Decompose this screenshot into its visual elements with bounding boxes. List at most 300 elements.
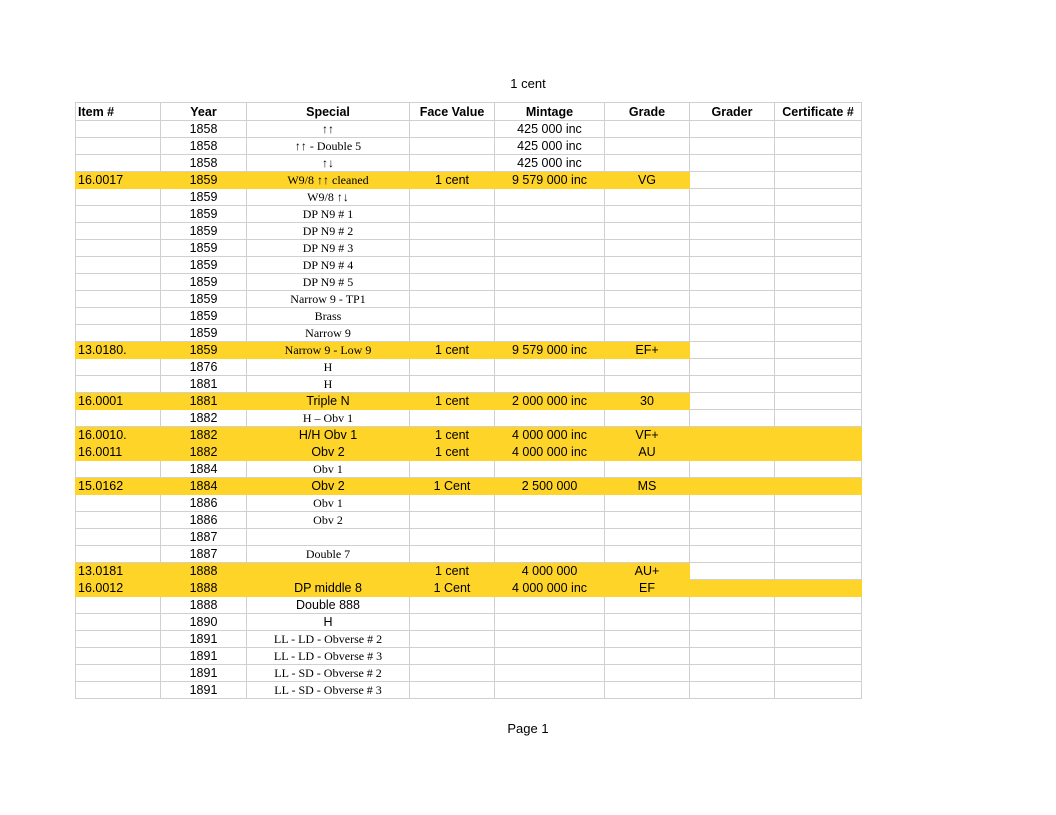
cell-year: 1891	[161, 682, 247, 699]
cell-grade	[605, 308, 690, 325]
cell-special: Obv 1	[247, 495, 410, 512]
cell-mintage	[495, 359, 605, 376]
cell-grader	[690, 206, 775, 223]
cell-year: 1888	[161, 563, 247, 580]
cell-face-value	[410, 410, 495, 427]
cell-item	[76, 410, 161, 427]
table-row	[76, 597, 862, 614]
cell-certificate	[775, 563, 862, 580]
table-row	[76, 172, 862, 189]
cell-mintage	[495, 308, 605, 325]
cell-year: 1859	[161, 172, 247, 189]
page-number: Page 1	[507, 721, 549, 736]
cell-certificate	[775, 376, 862, 393]
cell-special: Obv 1	[247, 461, 410, 478]
cell-certificate	[775, 478, 862, 495]
cell-grader	[690, 546, 775, 563]
cell-item	[76, 308, 161, 325]
cell-grader	[690, 512, 775, 529]
cell-item: 16.0010.	[76, 427, 161, 444]
cell-grader	[690, 427, 775, 444]
column-header-grade: Grade	[605, 103, 690, 121]
cell-mintage	[495, 410, 605, 427]
cell-certificate	[775, 495, 862, 512]
cell-grade	[605, 274, 690, 291]
cell-mintage	[495, 257, 605, 274]
cell-mintage	[495, 206, 605, 223]
cell-item: 16.0011	[76, 444, 161, 461]
table-row	[76, 563, 862, 580]
table-row	[76, 648, 862, 665]
table-row	[76, 325, 862, 342]
cell-item	[76, 546, 161, 563]
cell-item	[76, 461, 161, 478]
cell-certificate	[775, 274, 862, 291]
cell-grade	[605, 257, 690, 274]
cell-special: DP N9 # 1	[247, 206, 410, 223]
cell-face-value	[410, 138, 495, 155]
cell-face-value	[410, 189, 495, 206]
cell-certificate	[775, 393, 862, 410]
cell-item	[76, 206, 161, 223]
cell-mintage	[495, 240, 605, 257]
cell-face-value	[410, 308, 495, 325]
cell-certificate	[775, 172, 862, 189]
cell-face-value: 1 cent	[410, 563, 495, 580]
cell-certificate	[775, 308, 862, 325]
cell-item	[76, 189, 161, 206]
cell-special: LL - LD - Obverse # 3	[247, 648, 410, 665]
cell-year: 1859	[161, 274, 247, 291]
cell-item	[76, 529, 161, 546]
table-row	[76, 631, 862, 648]
cell-grade	[605, 648, 690, 665]
cell-certificate	[775, 631, 862, 648]
cell-year: 1858	[161, 155, 247, 172]
cell-face-value	[410, 597, 495, 614]
cell-face-value	[410, 155, 495, 172]
cell-grader	[690, 444, 775, 461]
header-row	[76, 103, 862, 121]
cell-grade: VF+	[605, 427, 690, 444]
cell-grade	[605, 461, 690, 478]
cell-mintage	[495, 325, 605, 342]
cell-item: 13.0181	[76, 563, 161, 580]
cell-face-value	[410, 461, 495, 478]
cell-face-value	[410, 648, 495, 665]
column-header-special: Special	[247, 103, 410, 121]
cell-face-value	[410, 614, 495, 631]
cell-special: H	[247, 614, 410, 631]
cell-year: 1859	[161, 342, 247, 359]
cell-item	[76, 274, 161, 291]
cell-mintage	[495, 529, 605, 546]
cell-special	[247, 563, 410, 580]
cell-mintage	[495, 648, 605, 665]
cell-special: LL - SD - Obverse # 2	[247, 665, 410, 682]
cell-certificate	[775, 206, 862, 223]
table-row	[76, 223, 862, 240]
cell-item	[76, 614, 161, 631]
table-row	[76, 291, 862, 308]
column-header-grader: Grader	[690, 103, 775, 121]
cell-grader	[690, 478, 775, 495]
cell-year: 1884	[161, 461, 247, 478]
cell-grader	[690, 376, 775, 393]
column-header-year: Year	[161, 103, 247, 121]
cell-mintage: 9 579 000 inc	[495, 342, 605, 359]
cell-face-value	[410, 495, 495, 512]
cell-certificate	[775, 529, 862, 546]
cell-certificate	[775, 121, 862, 138]
cell-special: ↑↓	[247, 155, 410, 172]
cell-grade	[605, 223, 690, 240]
cell-grader	[690, 393, 775, 410]
cell-mintage	[495, 512, 605, 529]
table-row	[76, 427, 862, 444]
cell-special: Obv 2	[247, 478, 410, 495]
cell-mintage	[495, 665, 605, 682]
cell-special: Narrow 9 - TP1	[247, 291, 410, 308]
cell-grade: VG	[605, 172, 690, 189]
table-row	[76, 308, 862, 325]
cell-certificate	[775, 648, 862, 665]
cell-year: 1887	[161, 546, 247, 563]
cell-special: LL - SD - Obverse # 3	[247, 682, 410, 699]
cell-special: Narrow 9 - Low 9	[247, 342, 410, 359]
table-row	[76, 393, 862, 410]
cell-year: 1859	[161, 291, 247, 308]
cell-face-value	[410, 291, 495, 308]
table-row	[76, 682, 862, 699]
cell-special: W9/8 ↑↑ cleaned	[247, 172, 410, 189]
cell-special: ↑↑ - Double 5	[247, 138, 410, 155]
table-row	[76, 546, 862, 563]
cell-grade: AU+	[605, 563, 690, 580]
cell-mintage: 425 000 inc	[495, 121, 605, 138]
cell-grader	[690, 665, 775, 682]
table-row	[76, 410, 862, 427]
cell-special: Brass	[247, 308, 410, 325]
cell-grade	[605, 546, 690, 563]
table-row	[76, 206, 862, 223]
cell-certificate	[775, 597, 862, 614]
cell-mintage	[495, 614, 605, 631]
cell-item	[76, 240, 161, 257]
cell-face-value	[410, 206, 495, 223]
cell-special: W9/8 ↑↓	[247, 189, 410, 206]
cell-mintage	[495, 597, 605, 614]
table-row	[76, 240, 862, 257]
cell-grader	[690, 410, 775, 427]
cell-certificate	[775, 546, 862, 563]
cell-year: 1858	[161, 138, 247, 155]
table-row	[76, 495, 862, 512]
cell-mintage	[495, 461, 605, 478]
cell-certificate	[775, 223, 862, 240]
cell-grade	[605, 410, 690, 427]
cell-grader	[690, 291, 775, 308]
cell-special: DP N9 # 5	[247, 274, 410, 291]
cell-grade	[605, 529, 690, 546]
cell-grade: EF+	[605, 342, 690, 359]
column-header-item: Item #	[76, 103, 161, 121]
table-row	[76, 512, 862, 529]
table-row	[76, 138, 862, 155]
cell-mintage: 9 579 000 inc	[495, 172, 605, 189]
cell-item: 16.0017	[76, 172, 161, 189]
table-row	[76, 444, 862, 461]
table-row	[76, 461, 862, 478]
cell-grade: 30	[605, 393, 690, 410]
cell-special: Double 888	[247, 597, 410, 614]
table-row	[76, 529, 862, 546]
cell-grader	[690, 172, 775, 189]
cell-face-value: 1 cent	[410, 444, 495, 461]
cell-grader	[690, 308, 775, 325]
cell-mintage: 2 500 000	[495, 478, 605, 495]
column-header-certificate: Certificate #	[775, 103, 862, 121]
cell-grade	[605, 325, 690, 342]
cell-mintage	[495, 682, 605, 699]
cell-mintage: 4 000 000	[495, 563, 605, 580]
cell-certificate	[775, 291, 862, 308]
cell-certificate	[775, 444, 862, 461]
cell-grader	[690, 121, 775, 138]
cell-special: Double 7	[247, 546, 410, 563]
cell-year: 1859	[161, 189, 247, 206]
cell-grade: AU	[605, 444, 690, 461]
cell-item	[76, 648, 161, 665]
cell-special: H	[247, 376, 410, 393]
cell-face-value	[410, 359, 495, 376]
cell-mintage	[495, 495, 605, 512]
cell-grade	[605, 614, 690, 631]
cell-year: 1859	[161, 257, 247, 274]
cell-year: 1881	[161, 376, 247, 393]
cell-mintage: 4 000 000 inc	[495, 427, 605, 444]
cell-certificate	[775, 427, 862, 444]
cell-year: 1876	[161, 359, 247, 376]
table-row	[76, 274, 862, 291]
cell-special: Obv 2	[247, 444, 410, 461]
cell-special	[247, 529, 410, 546]
cell-grader	[690, 563, 775, 580]
cell-mintage: 4 000 000 inc	[495, 444, 605, 461]
cell-year: 1890	[161, 614, 247, 631]
cell-item: 15.0162	[76, 478, 161, 495]
cell-certificate	[775, 461, 862, 478]
table-row	[76, 155, 862, 172]
cell-year: 1859	[161, 223, 247, 240]
cell-grader	[690, 189, 775, 206]
cell-mintage: 425 000 inc	[495, 155, 605, 172]
cell-grader	[690, 648, 775, 665]
cell-certificate	[775, 410, 862, 427]
cell-item	[76, 631, 161, 648]
cell-grader	[690, 223, 775, 240]
cell-item: 16.0012	[76, 580, 161, 597]
cell-special: DP middle 8	[247, 580, 410, 597]
cell-item	[76, 359, 161, 376]
cell-face-value	[410, 512, 495, 529]
cell-certificate	[775, 580, 862, 597]
cell-face-value	[410, 529, 495, 546]
cell-grader	[690, 359, 775, 376]
cell-face-value: 1 cent	[410, 342, 495, 359]
table-row	[76, 614, 862, 631]
cell-grade	[605, 138, 690, 155]
cell-item	[76, 155, 161, 172]
cell-item	[76, 682, 161, 699]
cell-certificate	[775, 240, 862, 257]
cell-item	[76, 512, 161, 529]
cell-item	[76, 138, 161, 155]
cell-year: 1888	[161, 580, 247, 597]
cell-certificate	[775, 614, 862, 631]
column-header-face-value: Face Value	[410, 103, 495, 121]
cell-grader	[690, 155, 775, 172]
cell-face-value	[410, 257, 495, 274]
cell-grade	[605, 291, 690, 308]
cell-grader	[690, 495, 775, 512]
cell-grader	[690, 461, 775, 478]
cell-mintage: 4 000 000 inc	[495, 580, 605, 597]
cell-year: 1881	[161, 393, 247, 410]
cell-year: 1886	[161, 512, 247, 529]
cell-grade	[605, 682, 690, 699]
cell-grader	[690, 342, 775, 359]
cell-item: 13.0180.	[76, 342, 161, 359]
cell-face-value	[410, 240, 495, 257]
cell-year: 1887	[161, 529, 247, 546]
cell-face-value	[410, 121, 495, 138]
cell-grade	[605, 665, 690, 682]
cell-face-value	[410, 665, 495, 682]
cell-year: 1859	[161, 308, 247, 325]
page-title: 1 cent	[510, 76, 546, 91]
cell-special: DP N9 # 4	[247, 257, 410, 274]
coin-table	[75, 102, 862, 699]
table-row	[76, 189, 862, 206]
cell-special: Obv 2	[247, 512, 410, 529]
cell-special: H/H Obv 1	[247, 427, 410, 444]
cell-year: 1858	[161, 121, 247, 138]
cell-certificate	[775, 155, 862, 172]
cell-face-value	[410, 274, 495, 291]
cell-grade	[605, 121, 690, 138]
cell-mintage	[495, 546, 605, 563]
cell-mintage	[495, 376, 605, 393]
cell-certificate	[775, 512, 862, 529]
cell-mintage: 425 000 inc	[495, 138, 605, 155]
cell-grader	[690, 529, 775, 546]
cell-year: 1859	[161, 240, 247, 257]
cell-item	[76, 495, 161, 512]
cell-mintage	[495, 274, 605, 291]
cell-grade	[605, 512, 690, 529]
cell-grade	[605, 240, 690, 257]
cell-year: 1882	[161, 427, 247, 444]
cell-year: 1859	[161, 206, 247, 223]
cell-face-value: 1 cent	[410, 393, 495, 410]
cell-face-value	[410, 682, 495, 699]
cell-special: DP N9 # 2	[247, 223, 410, 240]
cell-year: 1891	[161, 648, 247, 665]
cell-face-value	[410, 325, 495, 342]
cell-year: 1891	[161, 665, 247, 682]
cell-certificate	[775, 682, 862, 699]
cell-item	[76, 121, 161, 138]
table-row	[76, 359, 862, 376]
table-row	[76, 257, 862, 274]
cell-face-value	[410, 546, 495, 563]
cell-face-value: 1 Cent	[410, 580, 495, 597]
cell-mintage	[495, 223, 605, 240]
table-row	[76, 342, 862, 359]
column-header-mintage: Mintage	[495, 103, 605, 121]
cell-grade	[605, 155, 690, 172]
cell-certificate	[775, 325, 862, 342]
cell-grader	[690, 580, 775, 597]
cell-year: 1888	[161, 597, 247, 614]
cell-grade	[605, 631, 690, 648]
cell-face-value: 1 Cent	[410, 478, 495, 495]
cell-grade: EF	[605, 580, 690, 597]
cell-face-value	[410, 223, 495, 240]
cell-special: H – Obv 1	[247, 410, 410, 427]
cell-certificate	[775, 359, 862, 376]
cell-item	[76, 257, 161, 274]
cell-year: 1882	[161, 410, 247, 427]
cell-year: 1884	[161, 478, 247, 495]
cell-item	[76, 325, 161, 342]
cell-special: Narrow 9	[247, 325, 410, 342]
cell-item	[76, 223, 161, 240]
table-row	[76, 580, 862, 597]
cell-mintage	[495, 631, 605, 648]
cell-grader	[690, 682, 775, 699]
cell-special: LL - LD - Obverse # 2	[247, 631, 410, 648]
cell-item	[76, 597, 161, 614]
cell-item	[76, 665, 161, 682]
cell-face-value: 1 cent	[410, 427, 495, 444]
cell-certificate	[775, 342, 862, 359]
cell-mintage: 2 000 000 inc	[495, 393, 605, 410]
cell-face-value: 1 cent	[410, 172, 495, 189]
cell-grade	[605, 359, 690, 376]
cell-grade	[605, 597, 690, 614]
table-row	[76, 478, 862, 495]
cell-special: ↑↑	[247, 121, 410, 138]
cell-year: 1882	[161, 444, 247, 461]
cell-grader	[690, 240, 775, 257]
table-row	[76, 121, 862, 138]
cell-grade	[605, 495, 690, 512]
cell-special: H	[247, 359, 410, 376]
cell-face-value	[410, 631, 495, 648]
cell-special: DP N9 # 3	[247, 240, 410, 257]
cell-certificate	[775, 189, 862, 206]
cell-grader	[690, 631, 775, 648]
cell-grader	[690, 325, 775, 342]
cell-item	[76, 291, 161, 308]
cell-grade	[605, 376, 690, 393]
cell-year: 1859	[161, 325, 247, 342]
cell-year: 1886	[161, 495, 247, 512]
table-row	[76, 665, 862, 682]
cell-grade: MS	[605, 478, 690, 495]
